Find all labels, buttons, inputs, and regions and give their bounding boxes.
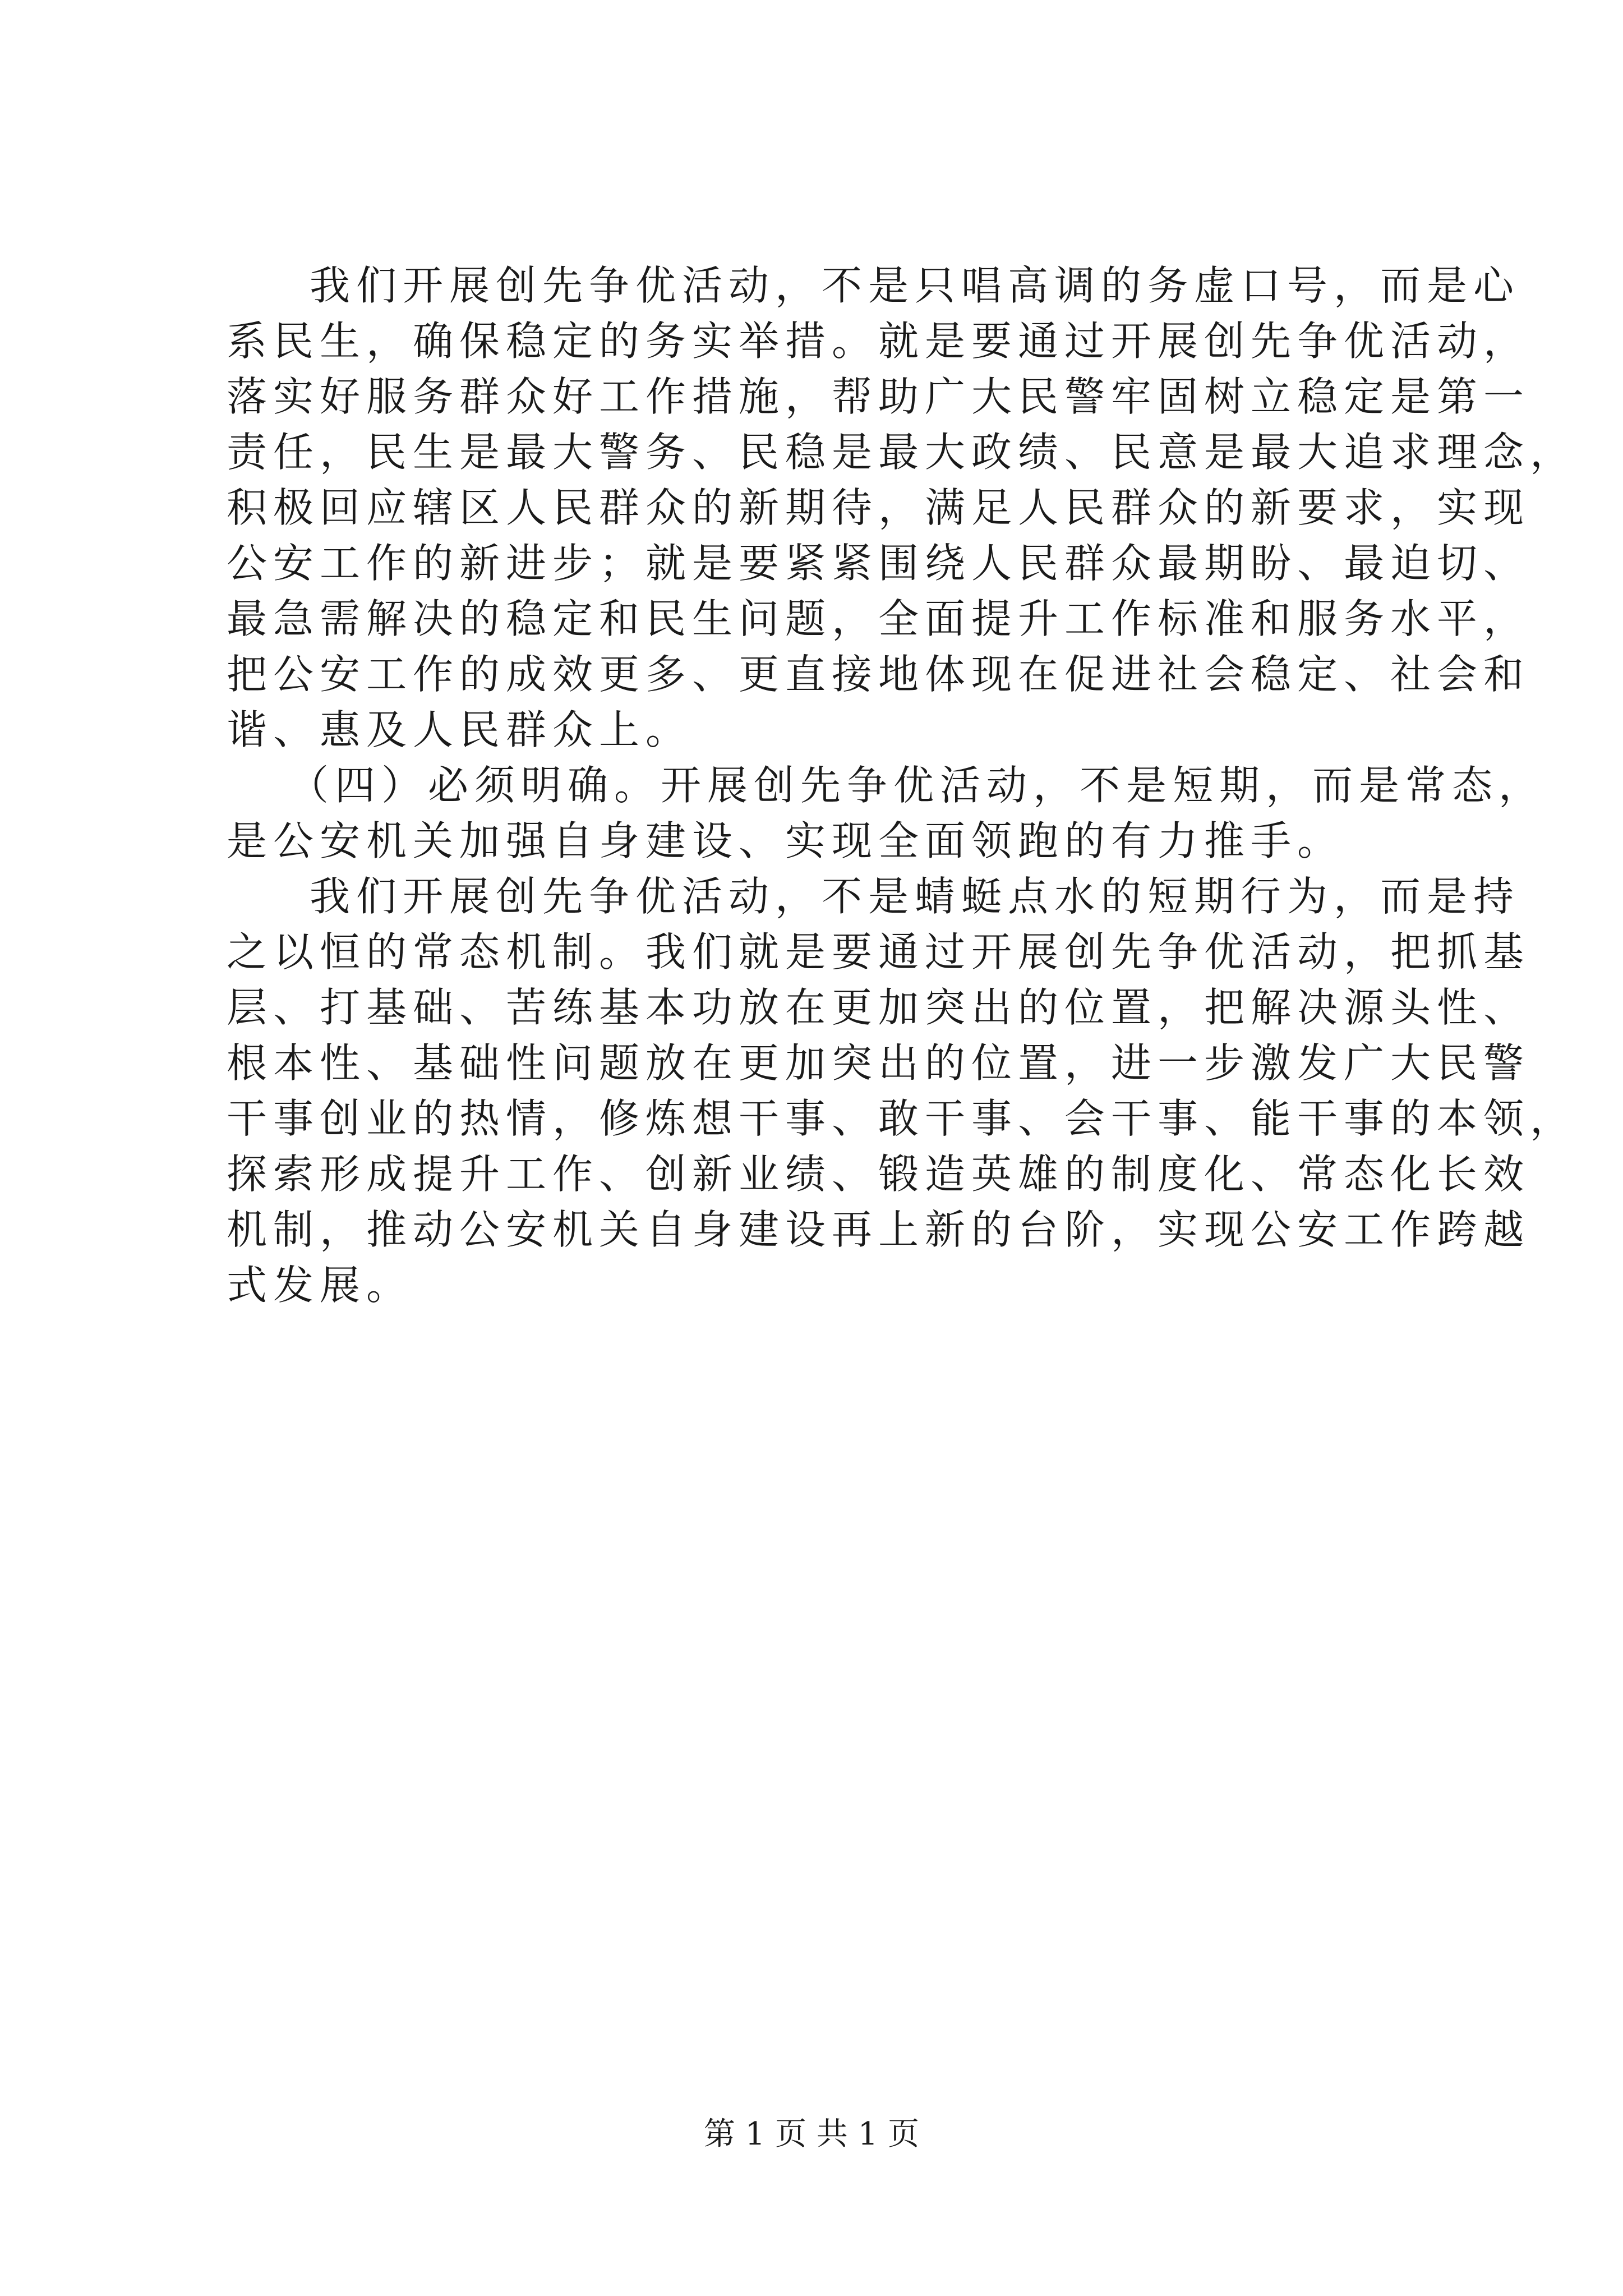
text-line: 积极回应辖区人民群众的新期待，满足人民群众的新要求，实现 <box>227 484 1530 531</box>
text-line: 我们开展创先争优活动，不是蜻蜓点水的短期行为，而是持 <box>310 873 1520 920</box>
text-line: 谐、惠及人民群众上。 <box>227 706 693 753</box>
text-line: 系民生，确保稳定的务实举措。就是要通过开展创先争优活动， <box>227 318 1530 365</box>
text-line: 探索形成提升工作、创新业绩、锻造英雄的制度化、常态化长效 <box>227 1151 1530 1198</box>
text-line: 责任，民生是最大警务、民稳是最大政绩、民意是最大追求理念， <box>227 429 1577 476</box>
text-line: 干事创业的热情，修炼想干事、敢干事、会干事、能干事的本领， <box>227 1095 1577 1142</box>
text-line: 落实好服务群众好工作措施，帮助广大民警牢固树立稳定是第一 <box>227 373 1530 420</box>
text-line: 层、打基础、苦练基本功放在更加突出的位置，把解决源头性、 <box>227 984 1530 1031</box>
text-line: 根本性、基础性问题放在更加突出的位置，进一步激发广大民警 <box>227 1039 1530 1087</box>
text-line: 机制，推动公安机关自身建设再上新的台阶，实现公安工作跨越 <box>227 1206 1530 1253</box>
text-line: 最急需解决的稳定和民生问题，全面提升工作标准和服务水平， <box>227 595 1530 642</box>
paragraph-1 <box>227 258 1577 758</box>
page-number-footer: 第 1 页 共 1 页 <box>703 2116 920 2152</box>
document-body <box>227 258 1577 1313</box>
text-line: 把公安工作的成效更多、更直接地体现在促进社会稳定、社会和 <box>227 651 1530 698</box>
paragraph-2 <box>227 758 1546 869</box>
text-line: 之以恒的常态机制。我们就是要通过开展创先争优活动，把抓基 <box>227 928 1530 976</box>
text-line: （四）必须明确。开展创先争优活动，不是短期，而是常态， <box>288 762 1546 809</box>
text-line: 式发展。 <box>227 1262 413 1309</box>
text-line: 公安工作的新进步；就是要紧紧围绕人民群众最期盼、最迫切、 <box>227 540 1530 587</box>
text-line: 我们开展创先争优活动，不是只唱高调的务虚口号，而是心 <box>310 262 1520 309</box>
text-line: 是公安机关加强自身建设、实现全面领跑的有力推手。 <box>227 817 1344 864</box>
paragraph-3 <box>227 869 1577 1313</box>
